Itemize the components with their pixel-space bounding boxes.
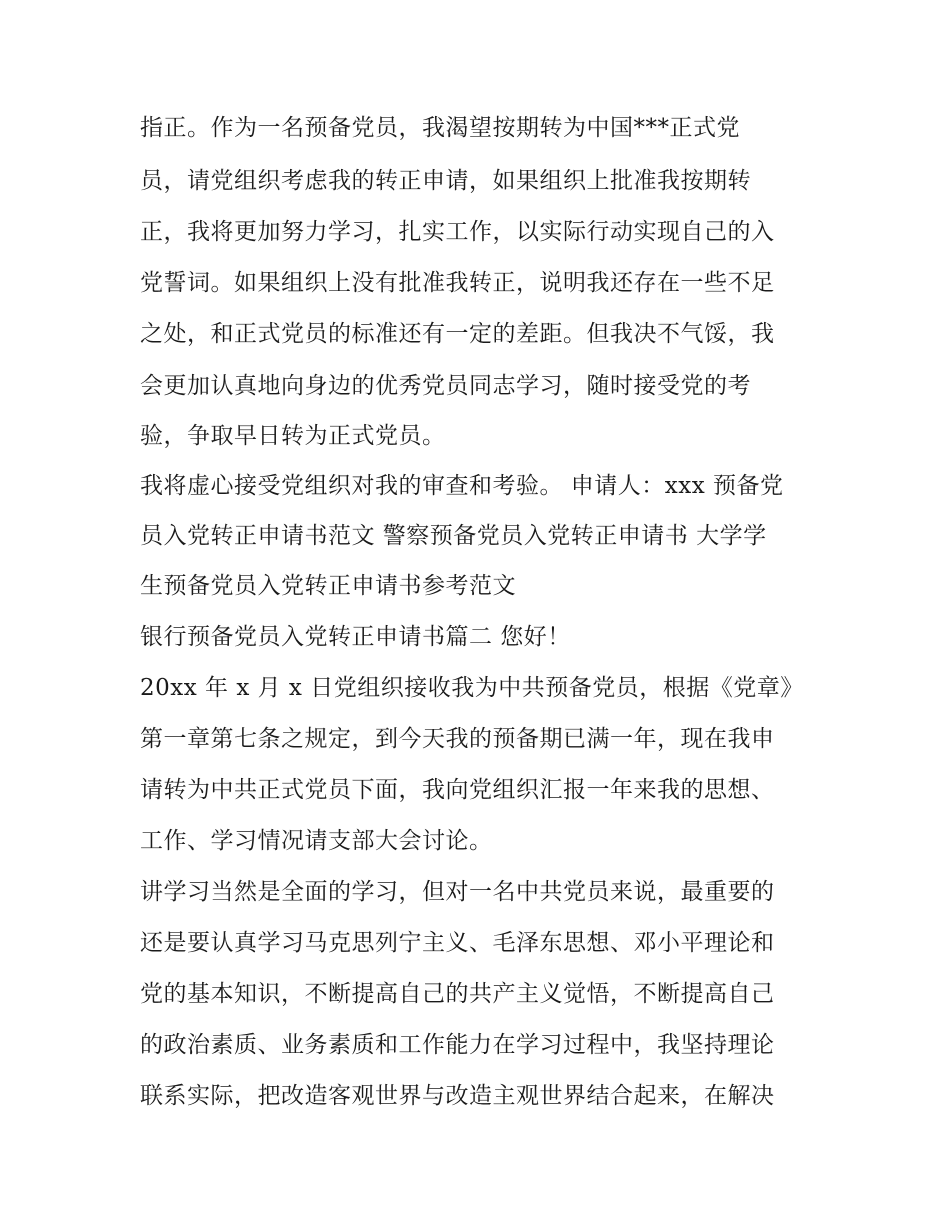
text-line: 党的基本知识，不断提高自己的共产主义觉悟，不断提高自己 bbox=[140, 981, 775, 1007]
text-line: 20xx 年 x 月 x 日党组织接收我为中共预备党员，根据《党章》 bbox=[140, 675, 804, 701]
text-line: 之处，和正式党员的标准还有一定的差距。但我决不气馁，我 bbox=[140, 321, 775, 347]
text-line: 正，我将更加努力学习，扎实工作，以实际行动实现自己的入 bbox=[140, 219, 775, 245]
text-line: 党誓词。如果组织上没有批准我转正，说明我还存在一些不足 bbox=[140, 270, 775, 296]
text-line: 指正。作为一名预备党员，我渴望按期转为中国***正式党 bbox=[140, 115, 740, 141]
text-line: 生预备党员入党转正申请书参考范文 bbox=[140, 573, 516, 599]
text-line: 讲学习当然是全面的学习，但对一名中共党员来说，最重要的 bbox=[140, 879, 775, 905]
text-line: 还是要认真学习马克思列宁主义、毛泽东思想、邓小平理论和 bbox=[140, 930, 775, 956]
text-line: 验，争取早日转为正式党员。 bbox=[140, 423, 446, 449]
text-line: 联系实际，把改造客观世界与改造主观世界结合起来，在解决 bbox=[140, 1083, 775, 1109]
text-line: 员，请党组织考虑我的转正申请，如果组织上批准我按期转 bbox=[140, 168, 751, 194]
text-line: 我将虚心接受党组织对我的审查和考验。 申请人：xxx 预备党 bbox=[140, 473, 784, 499]
text-line: 的政治素质、业务素质和工作能力在学习过程中，我坚持理论 bbox=[140, 1032, 775, 1058]
text-line: 第一章第七条之规定，到今天我的预备期已满一年，现在我申 bbox=[140, 726, 775, 752]
text-line: 请转为中共正式党员下面，我向党组织汇报一年来我的思想、 bbox=[140, 777, 775, 803]
text-line: 银行预备党员入党转正申请书篇二 您好！ bbox=[140, 624, 571, 650]
text-line: 会更加认真地向身边的优秀党员同志学习，随时接受党的考 bbox=[140, 373, 751, 399]
text-line: 员入党转正申请书范文 警察预备党员入党转正申请书 大学学 bbox=[140, 523, 767, 549]
text-line: 工作、学习情况请支部大会讨论。 bbox=[140, 828, 493, 854]
